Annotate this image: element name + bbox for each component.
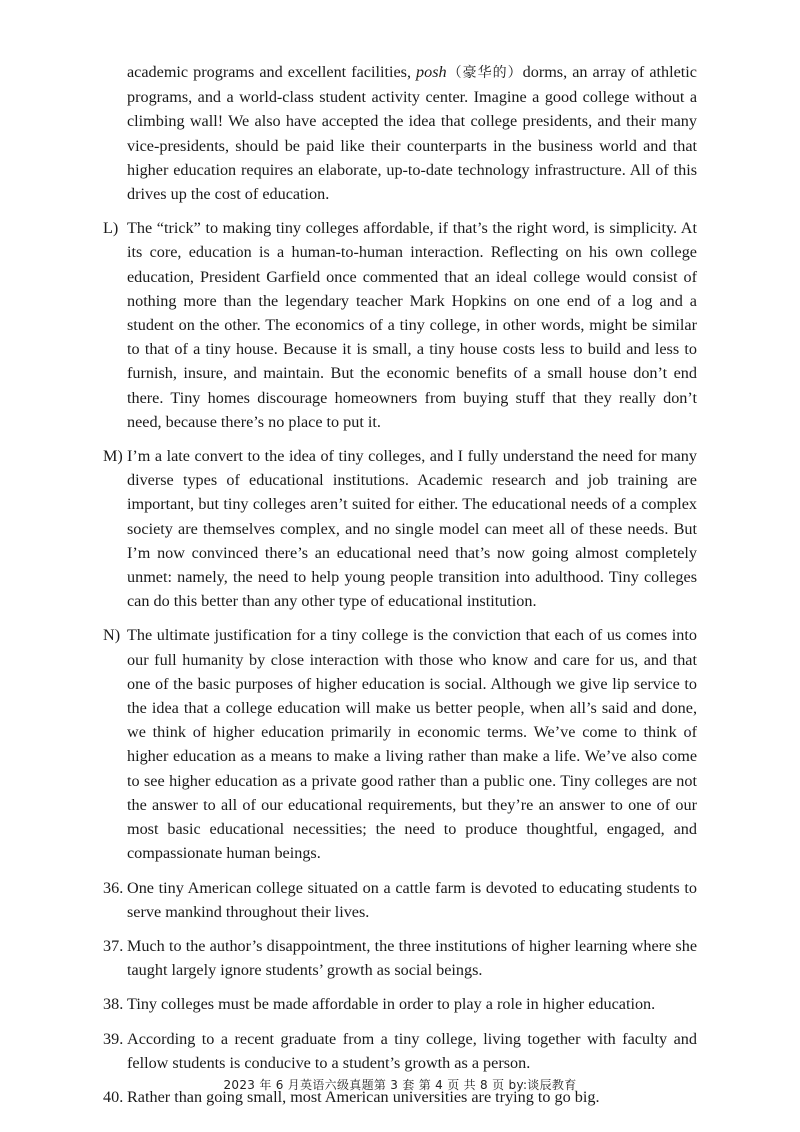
question-37 [103, 934, 697, 982]
paragraph-text: I’m a late convert to the idea of tiny colleges, and I fully understand the need for many diverse types of educational institutions. Academic research and job training are important, but tiny colleges aren’t suited for either. The educational needs of a complex society are themselves complex, and no single model can meet all of these needs. But I’m now convinced there’s an educational need that’s now going almost completely unmet: namely, the need to help young people transition into adulthood. Tiny colleges can do this better than any other type of educational institution. [127, 447, 697, 611]
question-number: 39. [103, 1029, 124, 1048]
italic-word-posh: posh [416, 63, 447, 81]
continuation-text-before: academic programs and excellent facilities, [127, 63, 417, 81]
continuation-text-after: dorms, an array of athletic programs, and a world-class student activity center. Imagine a good college without a climbing wall! We also have accepted the idea that college presidents, and their many vice-presidents, should be paid like their counterparts in the business world and that higher education requires an elaborate, up-to-date technology infrastructure. All of this drives up the cost of education. [127, 63, 697, 204]
question-text: Tiny colleges must be made affordable in order to play a role in higher education. [127, 995, 656, 1014]
question-text: According to a recent graduate from a tiny college, living together with faculty and fellow students is conducive to a student’s growth as a person. [127, 1029, 697, 1072]
paragraph-label: M) [103, 447, 123, 466]
paragraph-label: L) [103, 219, 119, 238]
question-number: 40. [103, 1087, 124, 1106]
question-39 [103, 1027, 697, 1075]
question-number: 38. [103, 995, 124, 1014]
paragraph-L [103, 216, 697, 434]
continuation-paragraph [103, 60, 697, 206]
question-38 [103, 992, 697, 1016]
paragraph-N [103, 623, 697, 865]
question-text: Rather than going small, most American universities are trying to go big. [127, 1087, 600, 1106]
question-36 [103, 876, 697, 924]
chinese-gloss: （豪华的） [446, 65, 523, 81]
question-number: 37. [103, 936, 124, 955]
page-footer: 2023 年 6 月英语六级真题第 3 套 第 4 页 共 8 页 by:谈辰教育 [223, 1078, 577, 1092]
paragraph-text: The “trick” to making tiny colleges affordable, if that’s the right word, is simplicity. At its core, education is a human-to-human interaction. Reflecting on his own college education, President Garfield once commented that an ideal college would consist of nothing more than the legendary teacher Mark Hopkins on one end of a log and a student on the other. The economics of a tiny college, in other words, might be similar to that of a tiny house. Because it is small, a tiny house costs less to build and less to furnish, insure, and maintain. But the economic benefits of a small house don’t end there. Tiny homes discourage homeowners from buying stuff that they really don’t need, because there’s no place to put it. [127, 219, 697, 431]
question-text: Much to the author’s disappointment, the three institutions of higher learning where she taught largely ignore students’ growth as social beings. [127, 936, 697, 980]
paragraph-text: The ultimate justification for a tiny college is the conviction that each of us comes into our full humanity by close interaction with those who know and care for us, and that one of the basic purposes of higher education is social. Although we give lip service to the idea that a college education will make us better people, when all’s said and done, we think of higher education primarily in economic terms. We’ve come to think of higher education as a means to make a living rather than make a life. We’ve also come to see higher education as a private good rather than a public one. Tiny colleges are not the answer to all of our educational requirements, but they’re an answer to one of our most basic educational necessities; the need to produce thoughtful, engaged, and compassionate human beings. [127, 626, 697, 863]
question-text: One tiny American college situated on a cattle farm is devoted to educating students to serve mankind throughout their lives. [127, 878, 697, 921]
passage-continuation [103, 60, 697, 1109]
paragraph-label: N) [103, 626, 121, 645]
question-number: 36. [103, 878, 124, 897]
paragraph-M [103, 444, 697, 613]
